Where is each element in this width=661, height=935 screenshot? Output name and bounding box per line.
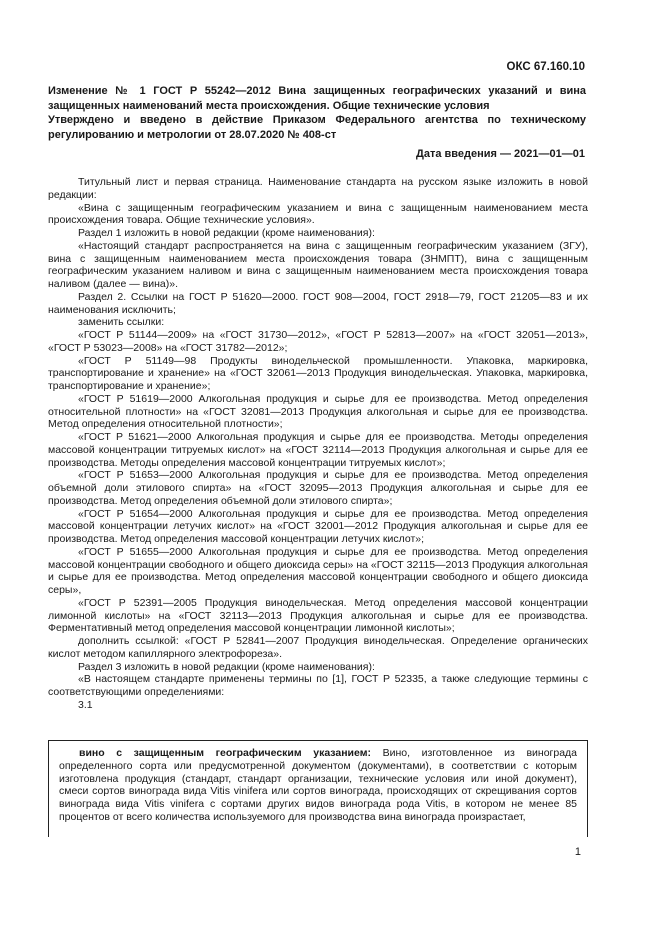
paragraph: заменить ссылки:: [78, 316, 165, 329]
paragraph: «ГОСТ Р 51655—2000 Алкогольная продукция и сырье для ее производства. Метод определения массовой концентрации свободного и общего диоксида серы» на «ГОСТ 32115—2013 Продукция алкогольная и сырье для ее производства. Метод определения массовой концентрации свободного и общего диоксида серы»,: [48, 545, 588, 596]
paragraph: Раздел 1 изложить в новой редакции (кроме наименования):: [78, 227, 375, 239]
paragraph: «ГОСТ Р 52391—2005 Продукция винодельческая. Метод определения массовой концентрации лимонной кислоты» на «ГОСТ 32113—2013 Продукция алкогольная и сырье для ее производства. Ферментативный метод определения массовой концентрации лимонной кислоты»;: [48, 596, 588, 635]
classification-code: ОКС 67.160.10: [506, 61, 585, 73]
definition-text: Вино, изготовленное из винограда определенного сорта или предусмотренной документом (документами), в соответствии с которым изготовлена продукция (стандарт, стандарт организации, технические условия или иной документ), смеси сортов винограда вида Vitis vinifera или сортов винограда, происходящих от скрещивания сортов винограда вида Vitis vinifera с сортами других видов винограда рода Vitis, в котором не менее 85 процентов от всего количества используемого для производства вина винограда произрастает,: [59, 747, 578, 823]
document-body: [48, 176, 588, 712]
paragraph: «Вина с защищенным географическим указанием и вина с защищенным наименованием места происхождения товара. Общие технические условия».: [48, 201, 588, 227]
paragraph: Титульный лист и первая страница. Наименование стандарта на русском языке изложить в новой редакции:: [48, 176, 588, 201]
paragraph: Раздел 3 изложить в новой редакции (кроме наименования):: [78, 660, 375, 673]
change-title: Изменение № 1 ГОСТ Р 55242—2012 Вина защищенных географических указаний и вина защищенных наименований места происхождения. Общие технические условия: [48, 85, 586, 112]
paragraph: «ГОСТ Р 51621—2000 Алкогольная продукция и сырье для ее производства. Методы определения массовой концентрации титруемых кислот» на «ГОСТ 32114—2013 Продукция алкогольная и сырье для ее производства. Методы определения массовой концентрации титруемых кислот»;: [48, 431, 588, 469]
paragraph: «ГОСТ Р 51653—2000 Алкогольная продукция и сырье для ее производства. Метод определения объемной доли этилового спирта» на «ГОСТ 32095—2013 Продукция алкогольная и сырье для ее производства. Метод определения объемной доли этилового спирта»;: [48, 469, 588, 507]
paragraph: «ГОСТ Р 51149—98 Продукты винодельческой промышленности. Упаковка, маркировка, транспортирование и хранение» на «ГОСТ 32061—2013 Продукция винодельческая. Упаковка, маркировка, транспортирование и хранение»;: [48, 354, 588, 392]
paragraph: «ГОСТ Р 51144—2009» на «ГОСТ 31730—2012», «ГОСТ Р 52813—2007» на «ГОСТ 32051—2013», «ГОСТ Р 53023—2008» на «ГОСТ 31782—2012»;: [48, 329, 588, 354]
paragraph: «ГОСТ Р 51654—2000 Алкогольная продукция и сырье для ее производства. Метод определения массовой концентрации летучих кислот» на «ГОСТ 32001—2012 Продукция алкогольная и сырье для ее производства. Метод определения массовой концентрации летучих кислот»;: [48, 507, 588, 545]
paragraph: «ГОСТ Р 51619—2000 Алкогольная продукция и сырье для ее производства. Метод определения относительной плотности» на «ГОСТ 32081—2013 Продукция алкогольная и сырье для ее производства. Метод определения относительной плотности»;: [48, 392, 588, 431]
paragraph: «В настоящем стандарте применены термины по [1], ГОСТ Р 52335, а также следующие термины с соответствующими определениями:: [48, 673, 588, 698]
paragraph: дополнить ссылкой: «ГОСТ Р 52841—2007 Продукция винодельческая. Определение органических кислот методом капиллярного электрофореза».: [48, 635, 588, 660]
paragraph: Раздел 2. Ссылки на ГОСТ Р 51620—2000. ГОСТ 908—2004, ГОСТ 2918—79, ГОСТ 21205—83 и их наименования исключить;: [48, 290, 588, 316]
definition: [49, 741, 587, 824]
page-number: 1: [574, 846, 581, 858]
paragraph: «Настоящий стандарт распространяется на вина с защищенным географическим указанием (ЗГУ), вина с защищенным наименованием места происхождения товара (ЗНМПТ), вина с защищенным географическим указанием наливом и вина с защищенным наименованием места происхождения товара наливом (далее — вина)».: [48, 239, 588, 290]
paragraph: 3.1: [78, 698, 93, 711]
definition-term: вино с защищенным географическим указанием:: [79, 747, 371, 759]
approval-statement: Утверждено и введено в действие Приказом Федерального агентства по техническому регулированию и метрологии от 28.07.2020 № 408-ст: [48, 114, 586, 141]
definition-box: [48, 740, 588, 837]
effective-date: Дата введения — 2021—01—01: [416, 148, 585, 160]
